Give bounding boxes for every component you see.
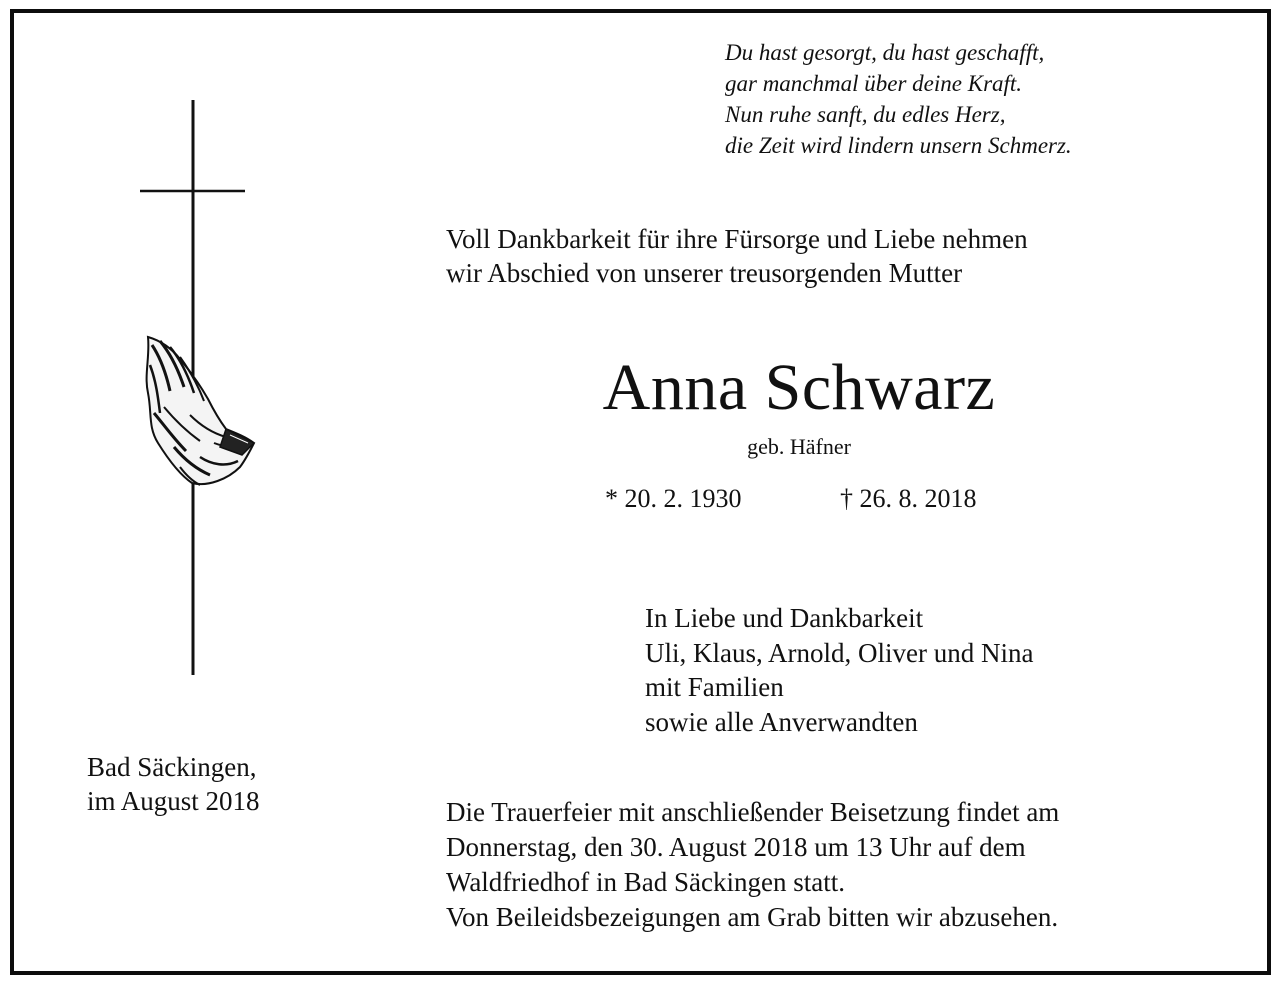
- mourners-line: In Liebe und Dankbarkeit: [645, 603, 924, 633]
- mourners-list: [645, 601, 1033, 739]
- funeral-line: Von Beileidsbezeigungen am Grab bitten wir abzusehen.: [446, 902, 1059, 932]
- death-date: † 26. 8. 2018: [840, 484, 977, 513]
- funeral-info: [446, 795, 1059, 935]
- maiden-name: geb. Häfner: [747, 434, 851, 459]
- intro-text: [446, 222, 1028, 290]
- mourners-line: mit Familien: [645, 672, 784, 702]
- intro-line: Voll Dankbarkeit für ihre Fürsorge und Liebe nehmen: [446, 224, 1028, 254]
- funeral-line: Die Trauerfeier mit anschließender Beisetzung findet am: [446, 797, 1060, 827]
- funeral-line: Donnerstag, den 30. August 2018 um 13 Uhr auf dem: [446, 832, 1026, 862]
- poem-line: Nun ruhe sanft, du edles Herz,: [725, 102, 1006, 127]
- poem-line: gar manchmal über deine Kraft.: [725, 71, 1023, 96]
- place-line: Bad Säckingen,: [87, 752, 257, 782]
- date-line: im August 2018: [87, 786, 260, 816]
- mourners-line: sowie alle Anverwandten: [645, 706, 918, 737]
- place-and-date: [87, 750, 260, 818]
- intro-line: wir Abschied von unserer treusorgenden Mutter: [446, 258, 963, 288]
- funeral-line: Waldfriedhof in Bad Säckingen statt.: [446, 867, 845, 897]
- deceased-name: Anna Schwarz: [602, 351, 996, 424]
- memorial-poem: [725, 37, 1072, 161]
- poem-line: die Zeit wird lindern unsern Schmerz.: [725, 133, 1072, 158]
- mourners-line: Uli, Klaus, Arnold, Oliver und Nina: [645, 637, 1034, 668]
- poem-line: Du hast gesorgt, du hast geschafft,: [725, 40, 1045, 65]
- birth-date: * 20. 2. 1930: [605, 484, 742, 513]
